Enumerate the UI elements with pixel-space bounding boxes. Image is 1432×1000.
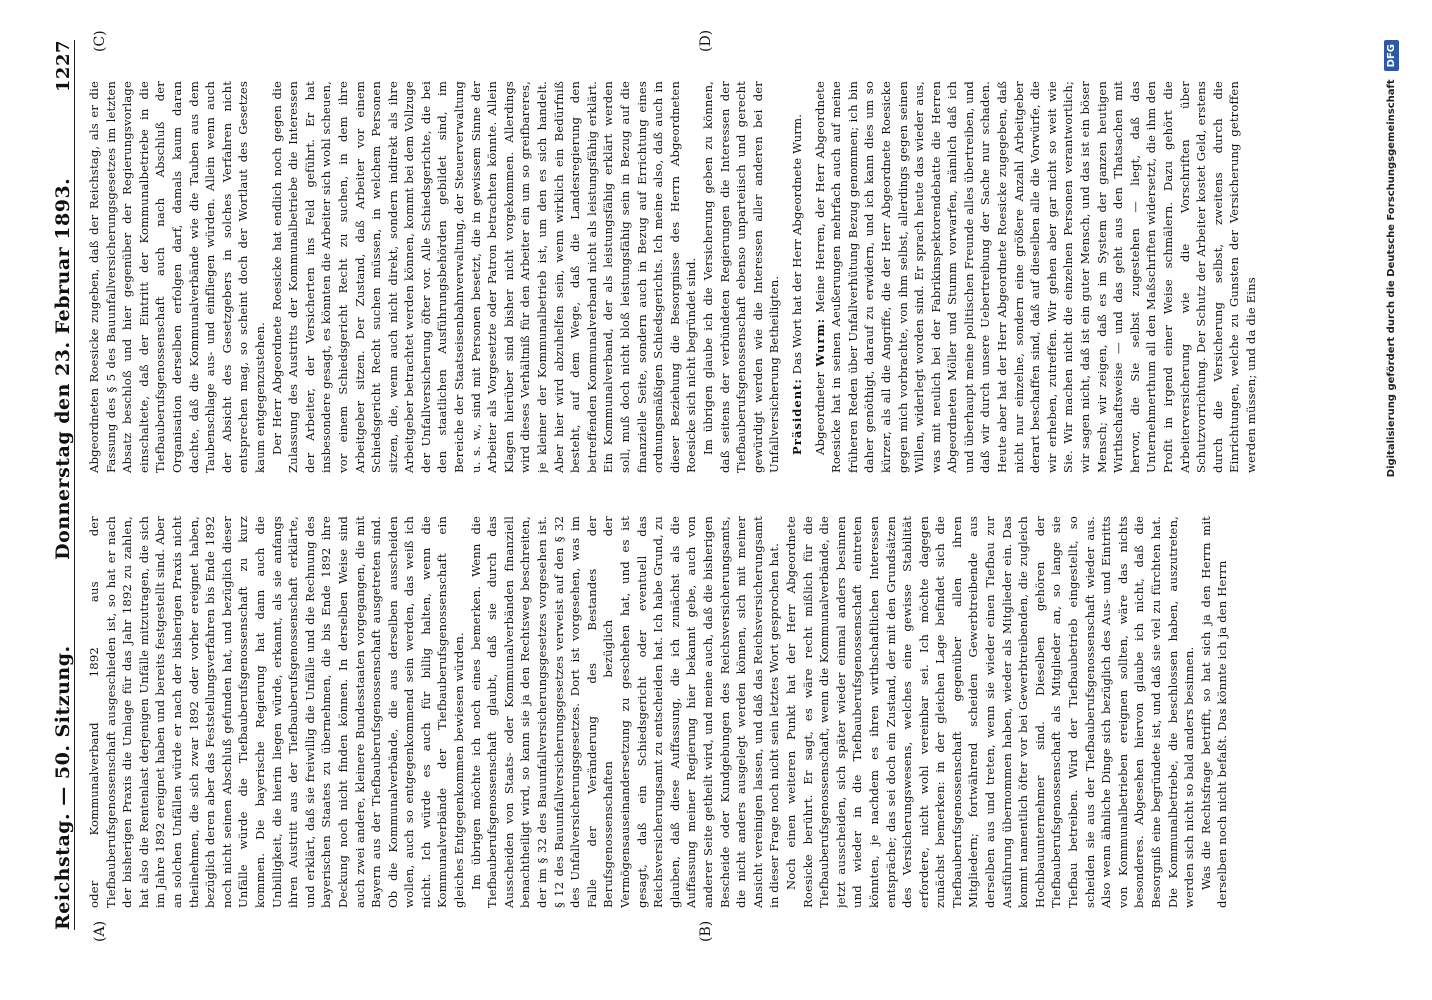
- paragraph: Noch einen weiteren Punkt hat der Herr Abgeordnete Roesicke berührt. Er sagt, es wäre recht mißlich für die Tiefbauberufsgenossenschaft, wenn die Kommunalverbände, die jetzt ausscheiden, sich später wieder einmal anders besinnen und wieder in die Tiefbauberufsgenossenschaft eintreten könnten, je nachdem es ihren wirthschaftlichen Interessen entspräche; das sei doch ein Zustand, der mit den Grundsätzen des Versicherungswesens, welches eine gewisse Stabilität erfordere, nicht wohl vereinbar sei. Ich möchte dagegen zunächst bemerken: in der gleichen Lage befindet sich die Tiefbauberufsgenossenschaft gegenüber allen ihren Mitgliedern; fortwährend scheiden Gewerbtreibende aus derselben aus und treten, wenn sie wieder einen Tiefbau zur Ausführung übernommen haben, wieder als Mitglieder ein. Das kommt namentlich öfter vor bei Gewerbtreibenden, die zugleich Hochbauunternehmer sind. Dieselben gehören der Tiefbauberufsgenossenschaft als Mitglieder an, so lange sie Tiefbau betreiben. Wird der Tiefbaubetrieb eingestellt, so scheiden sie aus der Tiefbauberufsgenossenschaft wieder aus. Also wenn ähnliche Dinge sich bezüglich des Aus- und Eintritts von Kommunalbetrieben ereignen sollten, wäre das nichts besonderes. Abgesehen hiervon glaube ich nicht, daß die Besorgniß eine begründete ist, und daß sie viel zu fürchten hat. Die Kommunalbetriebe, die beschlossen haben, auszutreten, werden sich nicht so bald anders besinnen.: [783, 516, 1197, 908]
- page-header: [40, 40, 75, 930]
- paragraph: Abgeordneten Roesicke zugeben, daß der Reichstag, als er die Fassung des § 5 des Bauunfallversicherungsgesetzes im letzten Absatz beschloß und hier gegenüber der Regierungsvorlage einschaltete, daß der Eintritt der Kommunalbetriebe in die Tiefbauberufsgenossenschaft auch nach Abschluß der Organisation derselben erfolgen darf, damals kaum daran dachte, daß die Kommunalverbände wie die Tauben aus dem Taubenschlage aus- und einfliegen würden. Allein wenn auch der Absicht des Gesetzgebers in solches Verfahren nicht entsprechen mag, so scheint doch der Wortlaut des Gesetzes kaum entgegenzustehen.: [87, 81, 267, 473]
- speaker-paragraph: [789, 81, 806, 473]
- paragraph: oder Kommunalverband 1892 aus der Tiefbauberufsgenossenschaft ausgeschieden ist, so hat er nach der bisherigen Praxis die Umlage für das Jahr 1892 zu zahlen, hat also die Rentenlast derjenigen Unfälle mitzutragen, die sich im Jahre 1892 ereignet haben und bereits festgestellt sind. Aber an solchen Unfällen würde er nach der bisherigen Praxis nicht theilnehmen, die sich zwar 1892 oder vorher ereignet haben, bezüglich deren aber das Feststellungsverfahren bis Ende 1892 noch nicht seinen Abschluß gefunden hat, und bezüglich dieser Unfälle würde die Tiefbauberufsgenossenschaft zu kurz kommen. Die bayerische Regierung hat dann auch die Unbilligkeit, die hierin liegen würde, erkannt, als sie anfangs ihren Austritt aus der Tiefbauberufsgenossenschaft erklärte, und erklärt, daß sie freiwillig die Unfälle und die Rechnung des bayerischen Staates zu übernehmen, die bis Ende 1892 ihre Deckung noch nicht finden können. In derselben Weise sind auch zwei andere, kleinere Bundesstaaten vorgegangen, die mit Bayern aus der Tiefbauberufsgenossenschaft ausgetreten sind. Ob die Kommunalverbände, die aus derselben ausscheiden wollen, auch so entgegenkommend sein werden, das weiß ich nicht. Ich würde es auch für billig halten, wenn die Kommunalverbände der Tiefbauberufsgenossenschaft ein gleiches Entgegenkommen bewiesen würden.: [87, 516, 467, 908]
- speaker-paragraph: [812, 81, 1260, 473]
- header-date: Donnerstag den 23. Februar 1893.: [52, 177, 74, 560]
- margin-marker-b: (B): [698, 920, 714, 942]
- margin-marker-c: (C): [92, 30, 108, 52]
- speaker-wurm: Wurm:: [812, 317, 827, 367]
- speaker-text: Meine Herren, der Herr Abgeordnete Roesicke hat in seinen Aeußerungen mehrfach auch auf meine früheren Reden über Unfallverhütung Bezug genommen; ich bin daher genöthigt, darauf zu erwidern, und ich kann dies um so kürzer, als all die Angriffe, die der Herr Abgeordnete Roesicke gegen mich vorbrachte, von ihm selbst, allerdings gegen seinen Willen, widerlegt worden sind. Er sprach heute das wieder aus, was mit neulich bei der Fabrikinspektorendebatte die Herren Abgeordneten Möller und Stumm vorwarfen, nämlich daß ich und überhaupt meine politischen Freunde alles übertreiben, und daß wir durch unsere Uebertreibung der Sache nur schaden. Heute aber hat der Herr Abgeordnete Roesicke zugegeben, daß nicht nur einzelne, sondern eine größere Anzahl Arbeitgeber derart beschaffen sind, daß auf dieselben alle die Vorwürfe, die wir erheben, zutreffen. Wir gehen aber gar nicht so weit wie Sie. Wir machen nicht die einzelnen Personen verantwortlich; wir sagen nicht, daß ist ein guter Mensch, und das ist ein böser Mensch; wir zeigen, daß es im System der ganzen heutigen Wirthschaftsweise — und das geht aus den Thatsachen mit hervor, die Sie selbst zugestehen — liegt, daß das Unternehmerthum all den Maßschriften widersetzt, die ihm den Profit in irgend einer Weise schmälern. Dazu gehört die Arbeiterversicherung wie die Vorschriften über Schutzvorrichtung. Der Schutz der Arbeiter kostet Geld, erstens durch die Versicherung selbst, zweitens durch die Einrichtungen, welche zu Gunsten der Versicherung getroffen werden müssen; und da die Eins: [812, 81, 1258, 473]
- paragraph: Der Herr Abgeordnete Roesicke hat endlich noch gegen die Zulassung des Austritts der Kommunalbetriebe die Interessen der Arbeiter, der Versicherten ins Feld geführt. Er hat insbesondere gesagt, es könnten die Arbeiter sich wohl scheuen, vor einem Schiedsgericht Recht zu suchen, in dem ihre Arbeitgeber sitzen. Der Zustand, daß Arbeiter vor einem Schiedsgericht Recht suchen müssen, in welchem Personen sitzen, die, wenn auch nicht direkt, sondern indirekt als ihre Arbeitgeber betrachtet werden können, kommt bei dem Vollzuge der Unfallversicherung öfter vor. Alle Schiedsgerichte, die bei den staatlichen Ausführungsbehörden gebildet sind, im Bereiche der Staatseisenbahnverwaltung, der Steuerverwaltung u. s. w., sind mit Personen besetzt, die in gewissem Sinne der Arbeiter als Vorgesetzte oder Patron betrachten könnte. Allein Klagen hierüber sind bisher nicht vorgekommen. Allerdings wird dieses Verhältniß für den Arbeiter ein um so greifbareres, je kleiner der Kommunalbetrieb ist, um den es sich handelt. Aber hier wird abzuhelfen sein, wenn wirklich ein Bedürfniß besteht, auf dem Wege, daß die Landesregierung den betreffenden Kommunalverband nicht als leistungsfähig erklärt. Ein Kommunalverband, der als leistungsfähig erklärt werden soll, muß doch nicht bloß leistungsfähig sein in Bezug auf die finanzielle Seite, sondern auch in Bezug auf Errichtung eines ordnungsmäßigen Schiedsgerichts. Ich meine also, daß auch in dieser Beziehung die Besorgnisse des Herrn Abgeordneten Roesicke sich nicht begründet sind.: [269, 81, 699, 473]
- speaker-president: Präsident:: [789, 378, 804, 455]
- left-column: [86, 516, 1346, 908]
- margin-marker-d: (D): [698, 29, 714, 52]
- speaker-role: Abgeordneter: [812, 371, 827, 455]
- page-footer: [1384, 40, 1399, 960]
- margin-marker-a: (A): [92, 920, 108, 942]
- paragraph: Im übrigen glaube ich die Versicherung geben zu können, daß seitens der verbündeten Regierungen die Interessen der Tiefbauberufsgenossenschaft ebenso unparteiisch und gerecht gewürdigt werden wie die Interessen aller anderen bei der Unfallversicherung Betheiligten.: [700, 81, 782, 473]
- paragraph: Im übrigen möchte ich noch eines bemerken. Wenn die Tiefbauberufsgenossenschaft glaubt, daß sie durch das Ausscheiden von Staats- oder Kommunalverbänden finanziell benachtheiligt wird, so kann sie ja den Rechtsweg beschreiten, der im § 32 des Bauunfallversicherungsgesetzes vorgesehen ist. § 12 des Bauunfallversicherungsgesetzes verweist auf den § 32 des Unfallversicherungsgesetzes. Dort ist vorgesehen, was im Falle der Veränderung des Bestandes der Berufsgenossenschaften bezüglich der Vermögensauseinandersetzung zu geschehen hat, und es ist gesagt, daß ein Schiedsgericht oder eventuell das Reichsversicherungsamt zu entscheiden hat. Ich habe Grund, zu glauben, daß diese Auffassung, die ich zunächst als die Auffassung meiner Regierung hier bekannt gebe, auch von anderer Seite getheilt wird, und meine auch, daß die bisherigen Bescheide oder Kundgebungen des Reichsversicherungsamts, die nicht anders ausgelegt werden können, sich mit meiner Ansicht vereinigen lassen, und daß das Reichsversicherungsamt in dieser Frage noch nicht sein letztes Wort gesprochen hat.: [468, 516, 782, 908]
- right-column: [86, 81, 1346, 473]
- dfg-logo: DFG: [1384, 40, 1399, 71]
- page-number: 1227: [53, 40, 74, 93]
- speaker-text: Das Wort hat der Herr Abgeordnete Wurm.: [789, 113, 804, 375]
- paragraph: Was die Rechtsfrage betrifft, so hat sich ja den Herrn mit derselben noch nicht befaßt. Das könnte ich ja den Herrn: [1198, 516, 1230, 908]
- header-left: Reichstag. — 50. Sitzung.: [52, 645, 74, 930]
- digitization-notice: Digitalisierung gefördert durch die Deutsche Forschungsgemeinschaft: [1386, 79, 1397, 478]
